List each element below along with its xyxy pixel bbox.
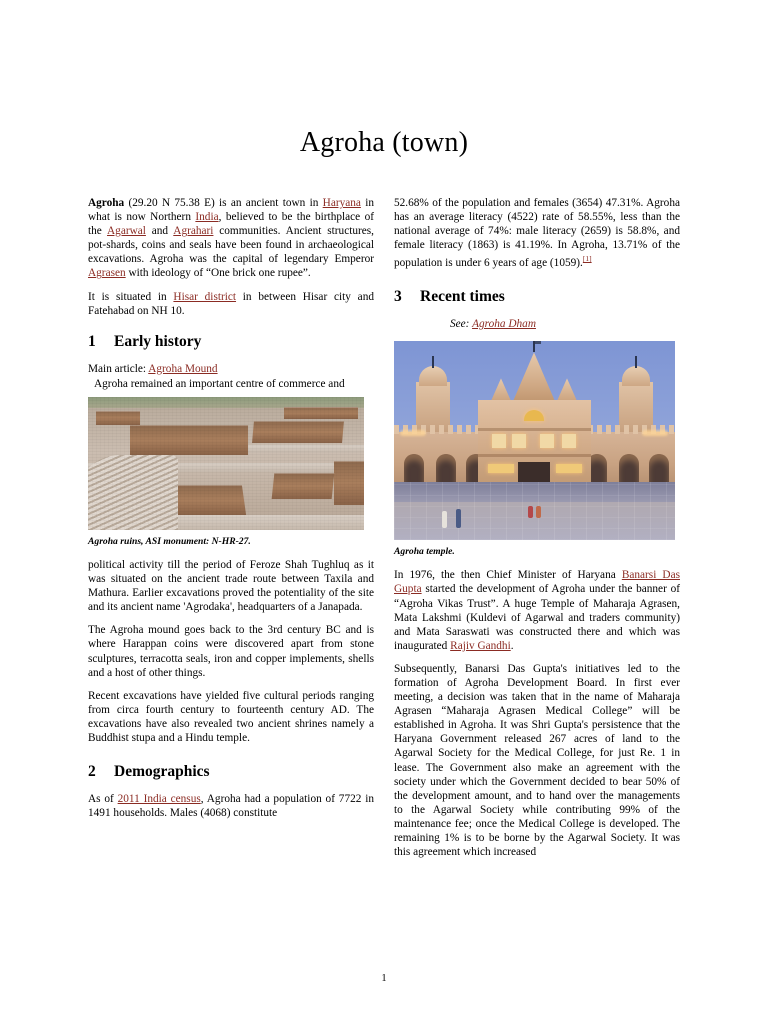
temple-lit-panel [488,464,514,473]
link-agrasen[interactable]: Agrasen [88,267,126,280]
link-agarwal[interactable]: Agarwal [107,225,146,238]
temple-emblem [524,410,544,421]
ruins-texture-overlay [88,397,364,530]
temple-tower-dome [419,366,447,386]
demographics-continued-text: 52.68% of the population and females (3654) 47.31%. Agroha has an average literacy (4522) rate of 58.55%, less than the national average of 74%: male literacy (2659) is 58.8%, and female literacy (1863) is 41.19%. In Agroha, 13.71% of the population is under 6 years of age (1059). [394,197,680,270]
section-number-1: 1 [88,332,96,350]
intro-text-5: communities. Ancient structures, pot-shards, coins and seals have been found in archaeological excavations. Agroha was the capital of legendary Emperor [88,225,374,266]
demographics-text-2: , Agroha had a population of 7722 in 1491 households. Males (4068) constitute [88,793,374,820]
demographics-text-1: As of [88,793,118,806]
link-india[interactable]: India [195,211,219,224]
temple-finial [635,356,637,368]
link-hisar-district[interactable]: Hisar district [173,290,237,303]
section-number-3: 3 [394,288,402,306]
section-title-3: Recent times [420,288,505,306]
temple-tower-dome [622,366,650,386]
link-agroha-mound[interactable]: Agroha Mound [148,362,218,375]
section-number-2: 2 [88,763,96,781]
situated-paragraph [88,290,374,318]
temple-light-glow [400,430,426,436]
intro-text-6: with ideology of “One brick one rupee”. [125,267,311,280]
early-history-lead: Agroha remained an important centre of commerce and [94,377,345,390]
intro-text-4: and [145,225,174,238]
intro-text-1: (29.20 N 75.38 E) is an ancient town in [124,197,323,209]
demographics-continued-paragraph [394,196,680,270]
right-column [394,196,680,868]
figure-agroha-ruins [88,397,374,548]
temple-finial [432,356,434,368]
p1976-text-2: started the development of Agroha under the banner of “Agroha Vikas Trust”. A huge Temple of Maharaja Agrasen, Mata Lakshmi (Kuldevi of Agarwal and traders community) and Mata Saraswati was constructed there and which was inaugurated [394,583,680,652]
section-heading-early-history [88,332,374,351]
section-heading-demographics [88,762,374,781]
left-column [88,196,374,829]
ruins-caption: Agroha ruins, ASI monument: N-HR-27. [88,535,251,547]
see-also-line [394,317,680,331]
temple-visitor [536,506,541,518]
temple-cornice [478,454,591,457]
agroha-temple-image [394,341,675,540]
paragraph-political-activity: political activity till the period of Feroze Shah Tughluq as it was situated on the ancient trade route between Taxila and Mathura. Earlier excavations proved the potentiality of the site and its ancient name 'Agrodaka', headquarters of a Janapada. [88,558,374,614]
lead-term: Agroha [88,197,125,209]
intro-text-3: , believed to be the birthplace of the [88,211,374,238]
page-title: Agroha (town) [299,126,469,158]
p1976-text-3: . [510,639,514,652]
paragraph-1976-development [394,568,680,653]
temple-right-wing [579,432,675,488]
temple-light-glow [642,430,668,436]
situated-text-1: It is situated in [88,290,174,303]
temple-window [562,434,576,448]
temple-ground-reflection [394,502,675,540]
footnote-reference-1[interactable]: [1] [582,254,592,264]
intro-text-2: in what is now Northern [88,197,374,224]
situated-text-2: in between Hisar city and Fatehabad on NH 10. [88,290,374,317]
link-2011-india-census[interactable]: 2011 India census [117,793,201,806]
section-title-2: Demographics [114,763,210,781]
temple-window [512,434,526,448]
demographics-paragraph [88,792,374,820]
figure-agroha-temple [394,341,680,558]
temple-window [540,434,554,448]
temple-visitor [442,511,447,528]
main-article-line [88,362,374,376]
p1976-text-1: In 1976, the then Chief Minister of Haryana [394,569,622,582]
agroha-ruins-image [88,397,364,530]
link-haryana[interactable]: Haryana [322,197,361,209]
link-agrahari[interactable]: Agrahari [173,225,214,238]
temple-central-facade [478,400,591,488]
page-number: 1 [381,973,387,984]
temple-window [492,434,506,448]
paragraph-recent-excavations: Recent excavations have yielded five cultural periods ranging from circa fourth century to fourteenth century AD. The excavations have also revealed two ancient shrines namely a Buddhist stupa and a Hindu temple. [88,689,374,744]
link-rajiv-gandhi[interactable]: Rajiv Gandhi [450,639,511,652]
temple-lit-panel [556,464,582,473]
section-title-1: Early history [114,332,202,350]
intro-paragraph [88,196,374,281]
paragraph-agroha-mound: The Agroha mound goes back to the 3rd century BC and is where Harappan coins were discovered apart from stone sculptures, terracotta seals, iron and copper implements, shells and a host of other things. [88,624,374,679]
see-also-label: See: [450,318,473,331]
paragraph-subsequently: Subsequently, Banarsi Das Gupta's initiatives led to the formation of Agroha Development Board. In first ever meeting, a decision was taken that in the name of Maharaja Agrasen “Maharaja Agrasen Medical College” will be established in Agroha. It was Shri Gupta's persistence that the Haryana Government released 267 acres of land to the Agarwal Society for the Medical College, for just Re. 1 in lease. The Government also make an agreement with the society under which the Government decided to bear 50% of the development amount, and to hand over the managements to the Agarwal Society while contributing 99% of the maintenance fee; once the Medical College is developed. The remaining 1% is to be borne by the Agarwal Society. It was this agreement which increased [394,662,680,859]
two-column-body [88,196,680,956]
temple-visitor [456,509,461,528]
temple-left-wing [394,432,490,488]
main-article-label: Main article: [88,362,149,375]
section-heading-recent-times [394,287,680,306]
temple-flag [535,341,541,344]
temple-cornice [478,428,591,431]
link-agroha-dham[interactable]: Agroha Dham [472,318,536,331]
temple-caption: Agroha temple. [394,546,455,558]
link-banarsi-das-gupta[interactable]: Banarsi Das Gupta [394,569,680,596]
temple-visitor [528,506,533,518]
